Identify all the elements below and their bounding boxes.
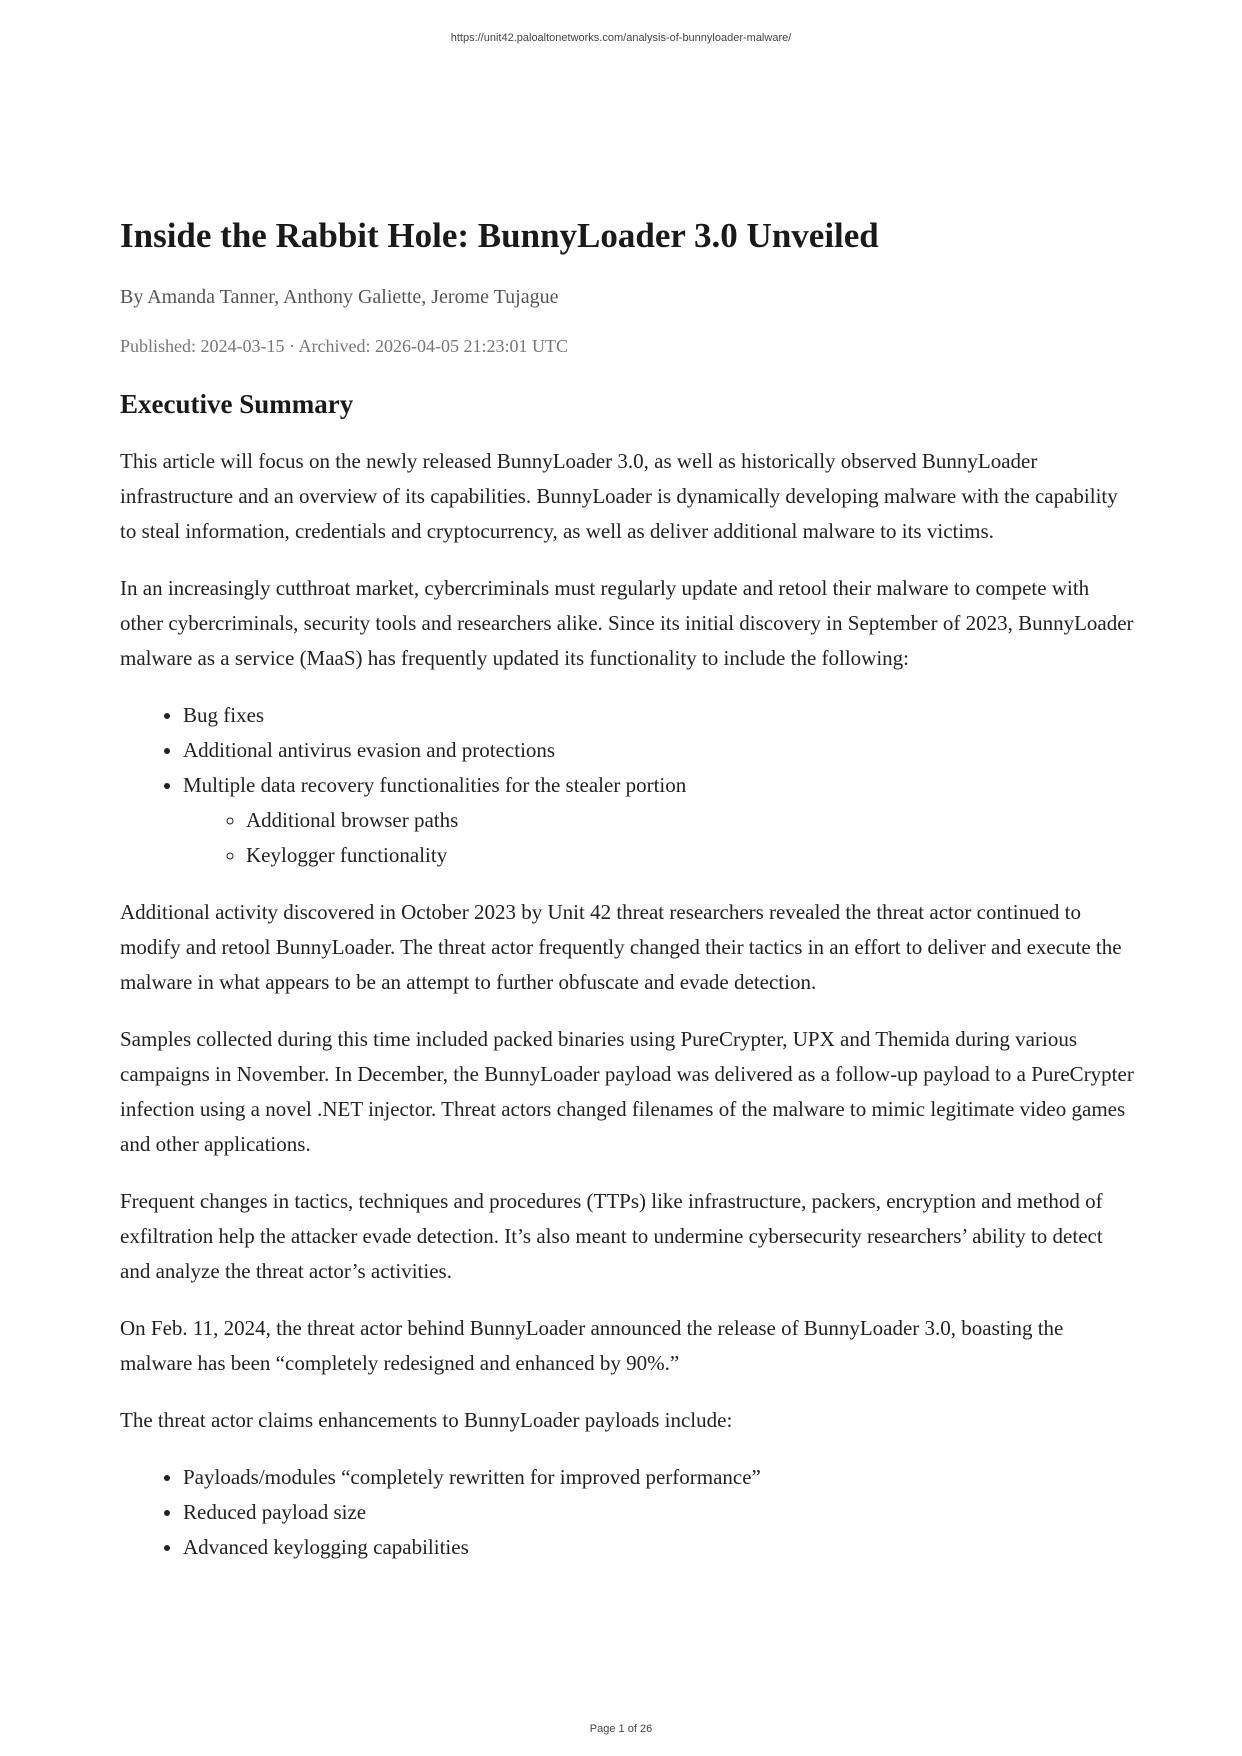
paragraph: On Feb. 11, 2024, the threat actor behind BunnyLoader announced the release of BunnyLoader 3.0, boasting the malware has been “completely redesigned and enhanced by 90%.” — [120, 1316, 1064, 1375]
paragraph: In an increasingly cutthroat market, cybercriminals must regularly update and retool their malware to compete with other cybercriminals, security tools and researchers alike. Since its initial discovery in September of 2023, BunnyLoader malware as a service (MaaS) has frequently updated its functionality to include the following: — [120, 576, 1134, 670]
page-number: Page 1 of 26 — [589, 1723, 653, 1735]
sub-list — [183, 803, 1135, 873]
paragraph: This article will focus on the newly released BunnyLoader 3.0, as well as historically observed BunnyLoader infrastructure and an overview of its capabilities. BunnyLoader is dynamically developing malware with the capability to steal information, credentials and cryptocurrency, as well as deliver additional malware to its victims. — [120, 449, 1118, 543]
byline: By Amanda Tanner, Anthony Galiette, Jerome Tujague — [120, 286, 559, 308]
enhancement-list — [120, 1460, 1135, 1565]
section-heading: Executive Summary — [120, 389, 354, 419]
paragraph: Frequent changes in tactics, techniques and procedures (TTPs) like infrastructure, packers, encryption and method of exfiltration help the attacker evade detection. It’s also meant to undermine cybersecurity researchers’ ability to detect and analyze the threat actor’s activities. — [120, 1189, 1103, 1283]
article-title: Inside the Rabbit Hole: BunnyLoader 3.0 Unveiled — [120, 216, 879, 255]
list-item: • Payloads/modules “completely rewritten for improved performance” — [183, 1460, 1135, 1495]
list-item: • Advanced keylogging capabilities — [183, 1530, 1135, 1565]
header-url: https://unit42.paloaltonetworks.com/analysis-of-bunnyloader-malware/ — [450, 32, 792, 44]
list-item: • Reduced payload size — [183, 1495, 1135, 1530]
article — [120, 212, 1135, 1587]
list-item — [183, 768, 1135, 873]
paragraph: Additional activity discovered in October 2023 by Unit 42 threat researchers revealed the threat actor continued to modify and retool BunnyLoader. The threat actor frequently changed their tactics in an effort to deliver and execute the malware in what appears to be an attempt to further obfuscate and evade detection. — [120, 900, 1122, 994]
list-item: ◦ Keylogger functionality — [246, 838, 1135, 873]
paragraph: Samples collected during this time included packed binaries using PureCrypter, UPX and Themida during various campaigns in November. In December, the BunnyLoader payload was delivered as a follow-up payload to a PureCrypter infection using a novel .NET injector. Threat actors changed filenames of the malware to mimic legitimate video games and other applications. — [120, 1027, 1134, 1156]
list-item: ◦ Additional browser paths — [246, 803, 1135, 838]
paragraph: The threat actor claims enhancements to BunnyLoader payloads include: — [120, 1408, 733, 1432]
feature-list — [120, 698, 1135, 873]
published-date: Published: 2024-03-15 · Archived: 2026-04-05 21:23:01 UTC — [120, 336, 568, 356]
list-item: • Bug fixes — [183, 698, 1135, 733]
list-item: • Additional antivirus evasion and protections — [183, 733, 1135, 768]
list-item-text: Multiple data recovery functionalities for the stealer portion — [183, 773, 687, 797]
